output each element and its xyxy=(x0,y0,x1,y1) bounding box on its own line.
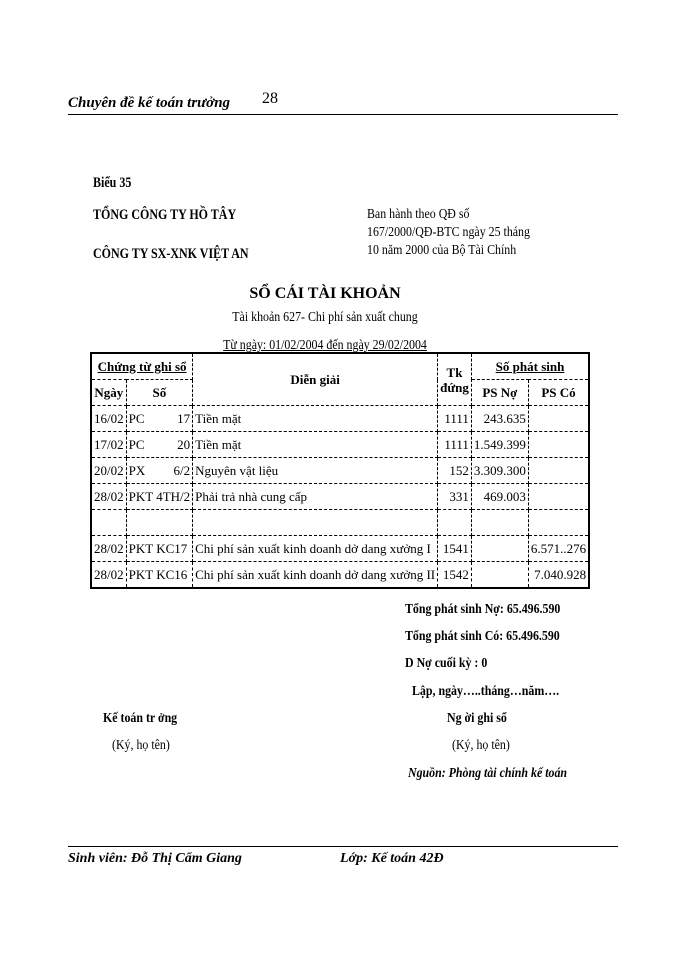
cell-description xyxy=(193,510,438,536)
cell-credit xyxy=(528,432,589,458)
date-header: Ngày xyxy=(91,380,126,406)
cell-account: 1111 xyxy=(438,432,472,458)
cell-number: PKT KC17 xyxy=(126,536,193,562)
cell-credit xyxy=(528,458,589,484)
cell-description: Chi phí sản xuất kinh doanh dở dang xưởng II xyxy=(193,562,438,589)
cell-credit: 7.040.928 xyxy=(528,562,589,589)
cell-debit: 469.003 xyxy=(471,484,528,510)
cell-account xyxy=(438,510,472,536)
cell-description: Chi phí sản xuất kinh doanh dở dang xưởng I xyxy=(193,536,438,562)
chief-accountant-note: (Ký, họ tên) xyxy=(112,738,170,753)
cell-number: PKT 4TH/2 xyxy=(126,484,193,510)
cell-description: Phải trả nhà cung cấp xyxy=(193,484,438,510)
chief-accountant-title: Kế toán tr ởng xyxy=(103,711,178,726)
cell-number: PX 6/2 xyxy=(126,458,193,484)
cell-account: 1542 xyxy=(438,562,472,589)
cell-date: 28/02 xyxy=(91,562,126,589)
debit-header: PS Nợ xyxy=(471,380,528,406)
cell-account: 1541 xyxy=(438,536,472,562)
cell-description: Tiền mặt xyxy=(193,432,438,458)
header-title: Chuyên đề kế toán trưởng xyxy=(68,95,231,111)
footer-class: Lớp: Kế toán 42Đ xyxy=(340,851,444,866)
footer-student: Sinh viên: Đỗ Thị Cẩm Giang xyxy=(68,851,242,866)
table-row xyxy=(91,484,589,510)
total-credit: Tổng phát sinh Có: 65.496.590 xyxy=(405,629,560,644)
decree-reference: Ban hành theo QĐ số 167/2000/QĐ-BTC ngày 25 tháng 10 năm 2000 của Bộ Tài Chính xyxy=(367,207,530,258)
source-note: Nguồn: Phòng tài chính kế toán xyxy=(408,766,568,781)
table-row xyxy=(91,510,589,536)
cell-debit xyxy=(471,562,528,589)
description-header: Diễn giải xyxy=(193,353,438,406)
cell-debit xyxy=(471,536,528,562)
cell-date xyxy=(91,510,126,536)
bookkeeper-title: Ng ời ghi sổ xyxy=(447,711,507,726)
form-label: Biểu 35 xyxy=(93,175,132,191)
table-row xyxy=(91,458,589,484)
bookkeeper-note: (Ký, họ tên) xyxy=(452,738,510,753)
date-line: Lập, ngày…..tháng…năm…. xyxy=(412,684,560,699)
header-rule xyxy=(68,114,618,115)
cell-number: PC 17 xyxy=(126,406,193,432)
cell-description: Nguyên vật liệu xyxy=(193,458,438,484)
cell-debit: 1.549.399 xyxy=(471,432,528,458)
cell-account: 1111 xyxy=(438,406,472,432)
footer-rule xyxy=(68,846,618,847)
cell-number: PC 20 xyxy=(126,432,193,458)
closing-balance: D Nợ cuối kỳ : 0 xyxy=(405,656,488,671)
number-header: Số xyxy=(126,380,193,406)
cell-date: 28/02 xyxy=(91,536,126,562)
cell-number xyxy=(126,510,193,536)
ledger-period: Từ ngày: 01/02/2004 đến ngày 29/02/2004 xyxy=(223,338,427,353)
cell-date: 17/02 xyxy=(91,432,126,458)
cell-credit xyxy=(528,484,589,510)
page-number: 28 xyxy=(262,90,278,107)
ledger-subtitle: Tài khoản 627- Chi phí sản xuất chung xyxy=(232,310,418,325)
cell-date: 16/02 xyxy=(91,406,126,432)
credit-header: PS Có xyxy=(528,380,589,406)
amounts-header: Số phát sinh xyxy=(471,353,589,380)
cell-date: 28/02 xyxy=(91,484,126,510)
cell-credit xyxy=(528,406,589,432)
company-name: CÔNG TY SX-XNK VIỆT AN xyxy=(93,246,249,262)
cell-credit xyxy=(528,510,589,536)
parent-organization: TỔNG CÔNG TY HỒ TÂY xyxy=(93,207,237,223)
cell-number: PKT KC16 xyxy=(126,562,193,589)
cell-description: Tiền mặt xyxy=(193,406,438,432)
ledger-title: SỔ CÁI TÀI KHOẢN xyxy=(249,285,401,302)
cell-date: 20/02 xyxy=(91,458,126,484)
contra-account-header: Tk đứng xyxy=(438,353,472,406)
table-row xyxy=(91,406,589,432)
cell-account: 152 xyxy=(438,458,472,484)
cell-debit xyxy=(471,510,528,536)
total-debit: Tổng phát sinh Nợ: 65.496.590 xyxy=(405,602,561,617)
table-row xyxy=(91,536,589,562)
voucher-header: Chứng từ ghi sổ xyxy=(91,353,193,380)
ledger-table xyxy=(90,352,590,589)
cell-account: 331 xyxy=(438,484,472,510)
cell-credit: 6.571..276 xyxy=(528,536,589,562)
cell-debit: 243.635 xyxy=(471,406,528,432)
table-row xyxy=(91,562,589,589)
table-row xyxy=(91,432,589,458)
cell-debit: 3.309.300 xyxy=(471,458,528,484)
